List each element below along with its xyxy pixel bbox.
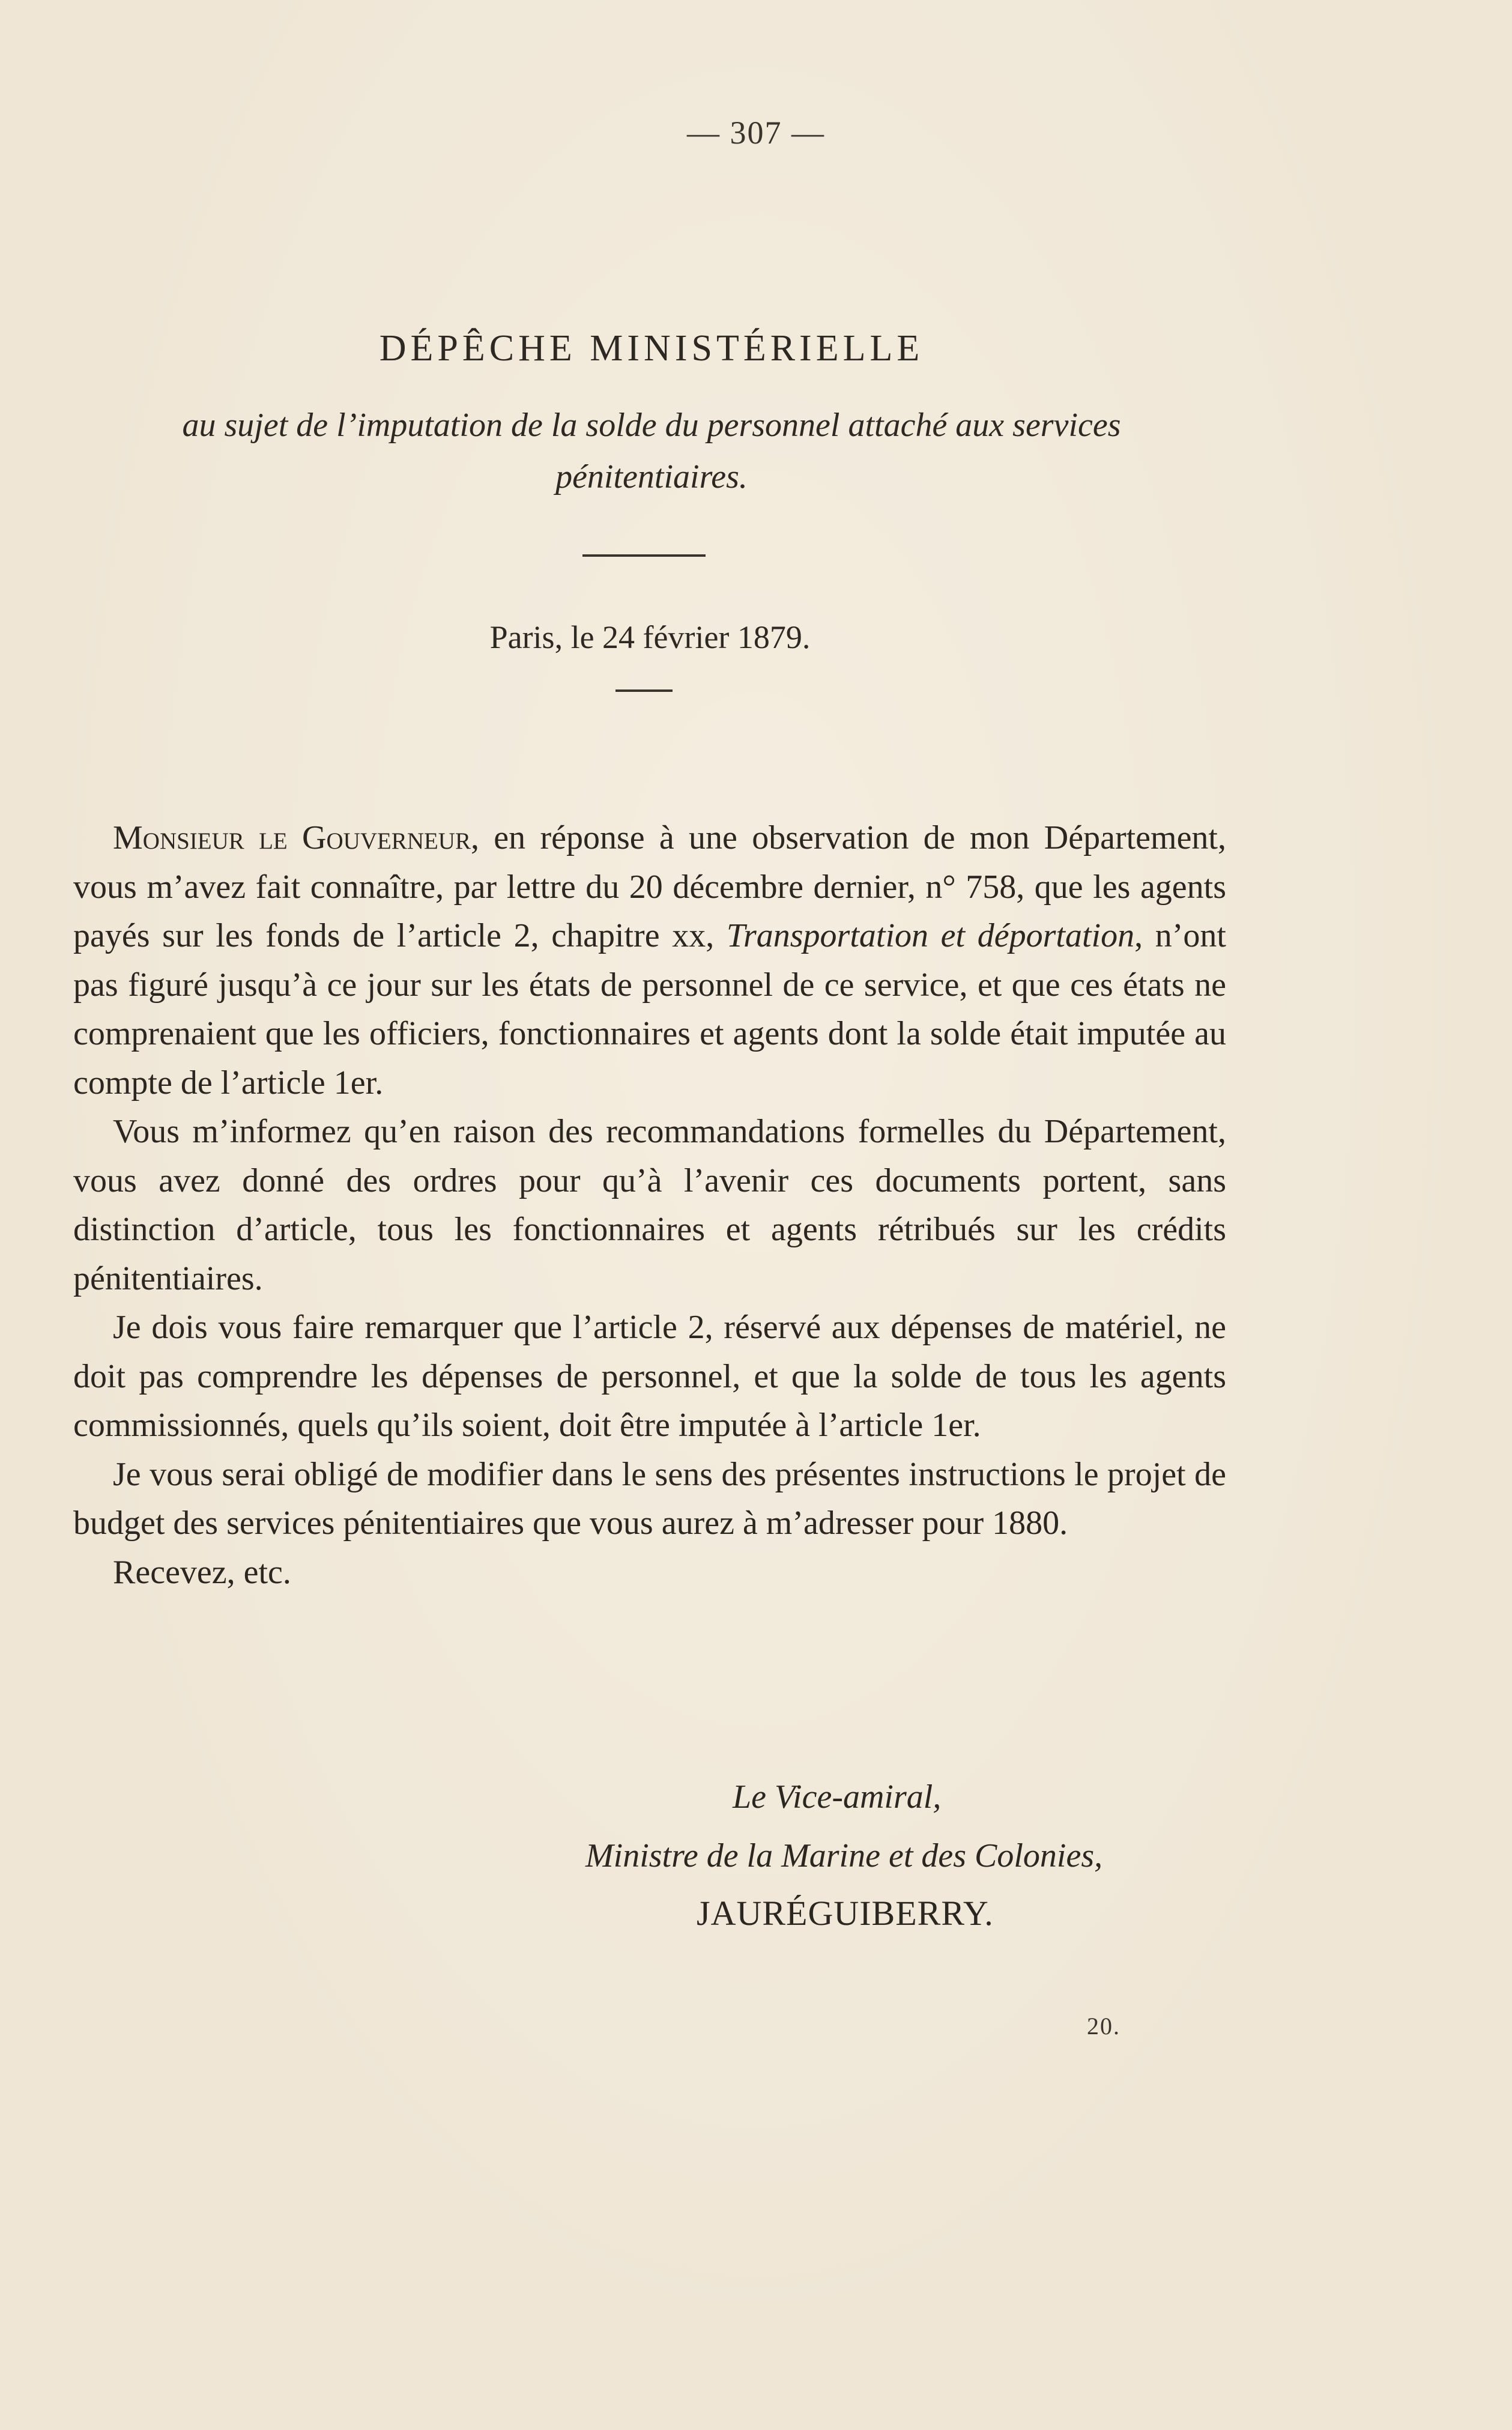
paragraph-5: Recevez, etc.: [113, 1553, 291, 1591]
letter-body: [73, 814, 1226, 1597]
paragraph-1: [73, 814, 1226, 1107]
paragraph-4: Je vous serai obligé de modifier dans le sens des présentes instructions le projet de budget des services pénitentiaires que vous aurez à m’adresser pour 1880.: [73, 1455, 1226, 1542]
document-subtitle: [108, 399, 1195, 503]
salutation: Monsieur le Gouverneur: [113, 819, 471, 856]
paragraph-1-end: , n’ont pas figuré jusqu’à ce jour sur les états de personnel de ce service, et que ces états ne comprenaient que les officiers, fonctionnaires et agents dont la solde était imputée au compte de l’article 1er.: [73, 917, 1226, 1101]
signature-title: Le Vice-amiral,: [733, 1778, 942, 1816]
paragraph-2: Vous m’informez qu’en raison des recommandations formelles du Département, vous avez donné des ordres pour qu’à l’avenir ces documents portent, sans distinction d’article, tous les fonctionnaires et agents rétribués sur les crédits pénitentiaires.: [73, 1113, 1226, 1297]
separator-rule-long: [582, 554, 706, 557]
subtitle-line-2: pénitentiaires.: [555, 458, 748, 495]
subtitle-line-1: au sujet de l’imputation de la solde du personnel attaché aux services: [182, 407, 1121, 444]
paragraph-1-text: , en réponse à une observation de mon Département, vous m’avez fait connaître, par lettre du 20 décembre dernier, n° 758, que les agents payés sur les fonds de l’article 2, chapitre xx,: [73, 819, 1226, 954]
signature-mark: 20.: [1087, 2013, 1120, 2040]
separator-rule-short: [615, 689, 673, 692]
page-number: — 307 —: [687, 115, 825, 151]
signature-office: Ministre de la Marine et des Colonies,: [585, 1837, 1103, 1874]
paragraph-3: Je dois vous faire remarquer que l’article 2, réservé aux dépenses de matériel, ne doit pas comprendre les dépenses de personnel, et que la solde de tous les agents commissionnés, quels qu’ils soient, doit être imputée à l’article 1er.: [73, 1309, 1226, 1444]
paragraph-1-italic: Transportation et déportation: [726, 917, 1135, 954]
signature-name: JAURÉGUIBERRY.: [697, 1894, 994, 1933]
dateline: Paris, le 24 février 1879.: [489, 619, 811, 655]
document-title: DÉPÊCHE MINISTÉRIELLE: [379, 328, 924, 369]
